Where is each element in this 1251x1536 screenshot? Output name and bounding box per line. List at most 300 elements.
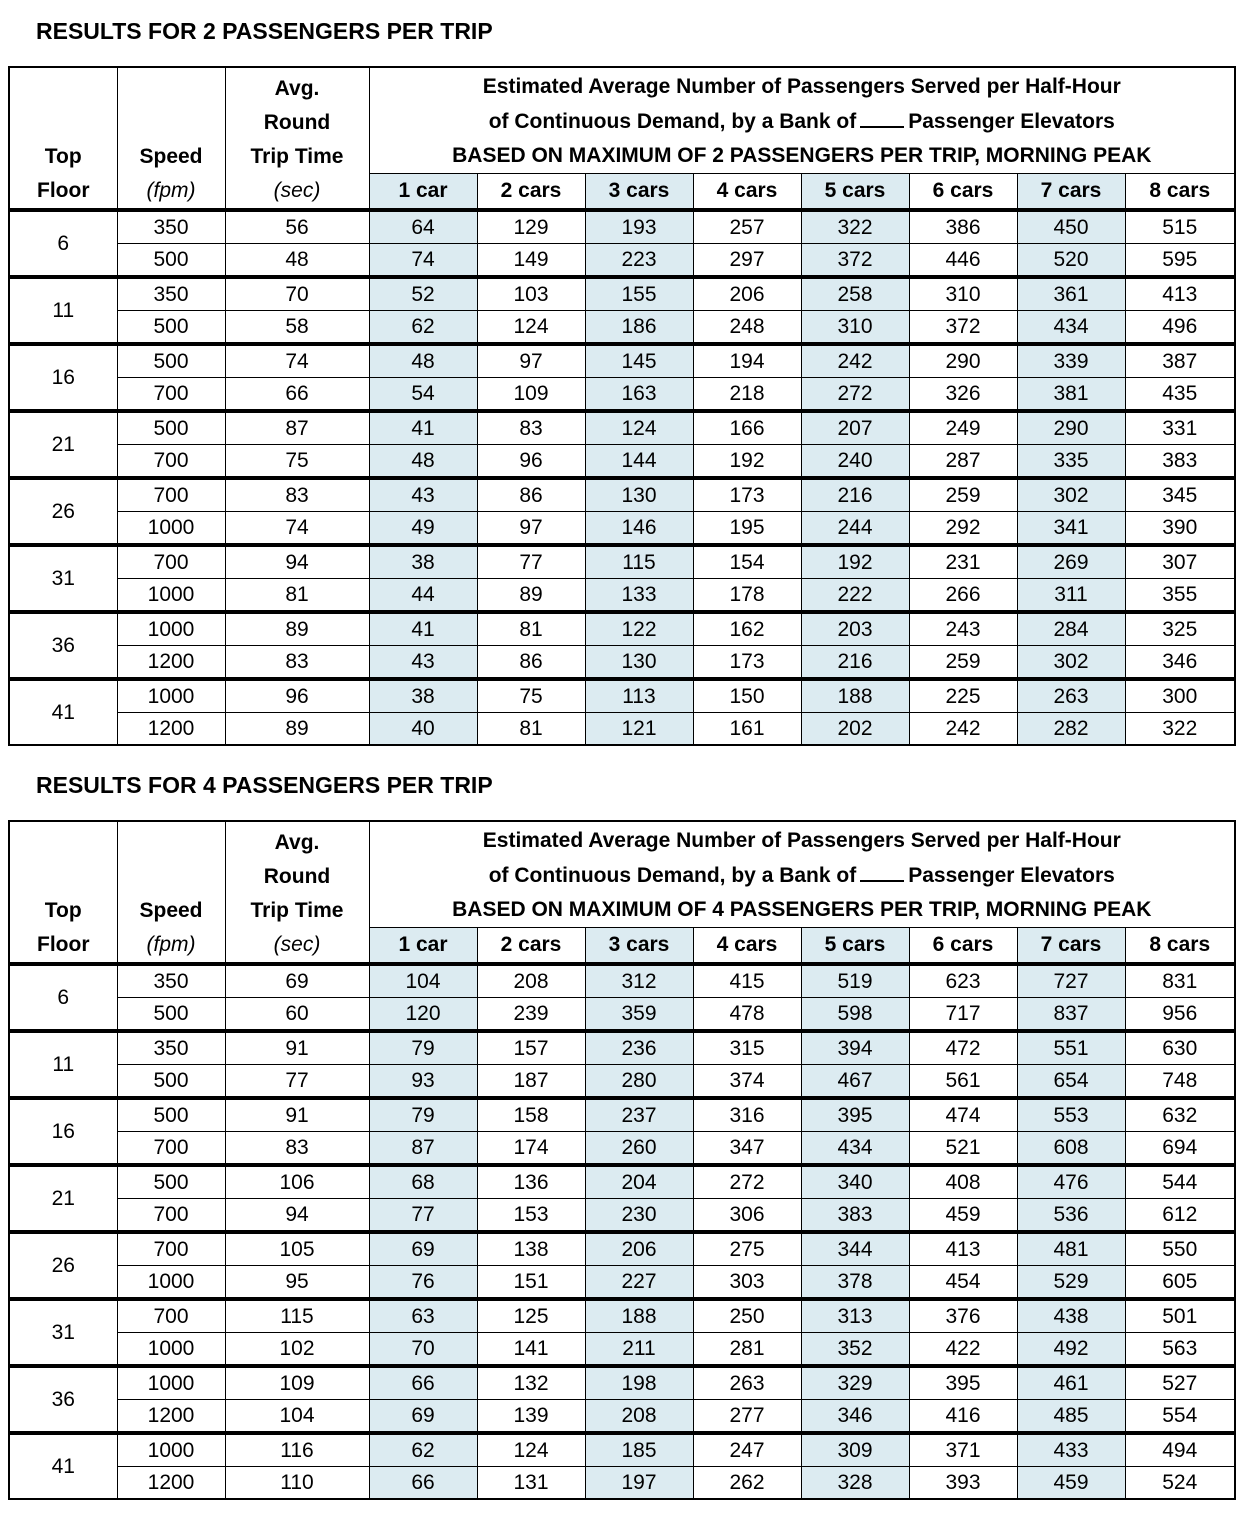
fill-in-blank	[860, 104, 904, 128]
passengers-cell: 178	[693, 579, 801, 613]
passengers-cell: 97	[477, 344, 585, 378]
passengers-cell: 550	[1125, 1232, 1235, 1266]
passengers-cell: 48	[369, 344, 477, 378]
round-trip-cell: 69	[225, 964, 369, 998]
passengers-cell: 130	[585, 646, 693, 680]
header-top-floor	[9, 67, 117, 210]
passengers-cell: 77	[477, 545, 585, 579]
passengers-cell: 433	[1017, 1433, 1125, 1467]
passengers-cell: 249	[909, 411, 1017, 445]
speed-cell: 700	[117, 478, 225, 512]
table-row	[9, 244, 1235, 278]
passengers-cell: 346	[1125, 646, 1235, 680]
header-estimated-passengers	[369, 821, 1235, 928]
passengers-cell: 346	[801, 1400, 909, 1434]
passengers-cell: 563	[1125, 1333, 1235, 1367]
header-round-trip-line: Round	[263, 111, 331, 134]
passengers-cell: 43	[369, 478, 477, 512]
passengers-cell: 438	[1017, 1299, 1125, 1333]
passengers-cell: 43	[369, 646, 477, 680]
passengers-cell: 63	[369, 1299, 477, 1333]
passengers-cell: 632	[1125, 1098, 1235, 1132]
header-main-line-2	[370, 104, 1235, 139]
passengers-cell: 149	[477, 244, 585, 278]
passengers-cell: 141	[477, 1333, 585, 1367]
passengers-cell: 197	[585, 1467, 693, 1500]
passengers-cell: 306	[693, 1199, 801, 1233]
passengers-cell: 322	[801, 210, 909, 244]
passengers-cell: 307	[1125, 545, 1235, 579]
header-car-count: 3 cars	[585, 174, 693, 211]
speed-cell: 1000	[117, 1366, 225, 1400]
passengers-cell: 478	[693, 998, 801, 1032]
passengers-cell: 263	[693, 1366, 801, 1400]
round-trip-cell: 83	[225, 1132, 369, 1166]
passengers-cell: 529	[1017, 1266, 1125, 1300]
table-row	[9, 1031, 1235, 1065]
speed-cell: 1000	[117, 612, 225, 646]
passengers-cell: 524	[1125, 1467, 1235, 1500]
table-row	[9, 344, 1235, 378]
passengers-cell: 494	[1125, 1433, 1235, 1467]
passengers-cell: 77	[369, 1199, 477, 1233]
passengers-cell: 185	[585, 1433, 693, 1467]
table-row	[9, 679, 1235, 713]
table-row	[9, 512, 1235, 546]
table-row	[9, 478, 1235, 512]
section-title-2-passengers: RESULTS FOR 2 PASSENGERS PER TRIP	[36, 18, 493, 44]
header-car-count: 6 cars	[909, 928, 1017, 965]
passengers-cell: 376	[909, 1299, 1017, 1333]
passengers-cell: 316	[693, 1098, 801, 1132]
round-trip-cell: 104	[225, 1400, 369, 1434]
passengers-cell: 79	[369, 1031, 477, 1065]
passengers-cell: 41	[369, 411, 477, 445]
passengers-cell: 310	[801, 311, 909, 345]
passengers-cell: 207	[801, 411, 909, 445]
passengers-cell: 236	[585, 1031, 693, 1065]
speed-cell: 1000	[117, 679, 225, 713]
passengers-cell: 248	[693, 311, 801, 345]
fill-in-blank	[860, 858, 904, 882]
passengers-cell: 124	[477, 311, 585, 345]
passengers-cell: 612	[1125, 1199, 1235, 1233]
passengers-cell: 450	[1017, 210, 1125, 244]
passengers-cell: 492	[1017, 1333, 1125, 1367]
passengers-cell: 837	[1017, 998, 1125, 1032]
passengers-cell: 218	[693, 378, 801, 412]
passengers-cell: 216	[801, 478, 909, 512]
passengers-cell: 413	[1125, 277, 1235, 311]
results-table-2-passengers	[8, 66, 1236, 746]
passengers-cell: 121	[585, 713, 693, 746]
passengers-cell: 630	[1125, 1031, 1235, 1065]
passengers-cell: 216	[801, 646, 909, 680]
passengers-cell: 394	[801, 1031, 909, 1065]
passengers-cell: 259	[909, 646, 1017, 680]
passengers-cell: 103	[477, 277, 585, 311]
speed-cell: 1000	[117, 1333, 225, 1367]
round-trip-cell: 106	[225, 1165, 369, 1199]
passengers-cell: 161	[693, 713, 801, 746]
header-car-count: 7 cars	[1017, 174, 1125, 211]
table-row	[9, 646, 1235, 680]
passengers-cell: 595	[1125, 244, 1235, 278]
top-floor-cell: 16	[9, 1098, 117, 1165]
passengers-cell: 496	[1125, 311, 1235, 345]
top-floor-cell: 6	[9, 964, 117, 1031]
header-round-trip-time	[225, 821, 369, 964]
table-row	[9, 1299, 1235, 1333]
top-floor-cell: 21	[9, 1165, 117, 1232]
header-car-count: 1 car	[369, 928, 477, 965]
passengers-cell: 166	[693, 411, 801, 445]
passengers-cell: 359	[585, 998, 693, 1032]
passengers-cell: 225	[909, 679, 1017, 713]
passengers-cell: 68	[369, 1165, 477, 1199]
table-row	[9, 1467, 1235, 1500]
table-row	[9, 964, 1235, 998]
passengers-cell: 434	[801, 1132, 909, 1166]
passengers-cell: 281	[693, 1333, 801, 1367]
passengers-cell: 461	[1017, 1366, 1125, 1400]
round-trip-cell: 96	[225, 679, 369, 713]
passengers-cell: 280	[585, 1065, 693, 1099]
passengers-cell: 422	[909, 1333, 1017, 1367]
passengers-cell: 158	[477, 1098, 585, 1132]
header-car-count: 1 car	[369, 174, 477, 211]
table-row	[9, 445, 1235, 479]
round-trip-cell: 83	[225, 646, 369, 680]
passengers-cell: 153	[477, 1199, 585, 1233]
passengers-cell: 150	[693, 679, 801, 713]
table-row	[9, 998, 1235, 1032]
header-car-count: 8 cars	[1125, 174, 1235, 211]
passengers-cell: 383	[1125, 445, 1235, 479]
passengers-cell: 551	[1017, 1031, 1125, 1065]
passengers-cell: 339	[1017, 344, 1125, 378]
passengers-cell: 66	[369, 1467, 477, 1500]
passengers-cell: 130	[585, 478, 693, 512]
header-car-count: 8 cars	[1125, 928, 1235, 965]
header-car-count: 5 cars	[801, 928, 909, 965]
speed-cell: 500	[117, 1098, 225, 1132]
passengers-cell: 372	[801, 244, 909, 278]
passengers-cell: 89	[477, 579, 585, 613]
round-trip-cell: 91	[225, 1098, 369, 1132]
passengers-cell: 133	[585, 579, 693, 613]
speed-cell: 350	[117, 277, 225, 311]
passengers-cell: 434	[1017, 311, 1125, 345]
passengers-cell: 75	[477, 679, 585, 713]
table-row	[9, 545, 1235, 579]
round-trip-cell: 70	[225, 277, 369, 311]
passengers-cell: 257	[693, 210, 801, 244]
passengers-cell: 347	[693, 1132, 801, 1166]
passengers-cell: 303	[693, 1266, 801, 1300]
header-speed-label: Speed	[139, 899, 203, 922]
passengers-cell: 290	[1017, 411, 1125, 445]
passengers-cell: 52	[369, 277, 477, 311]
header-car-count: 2 cars	[477, 928, 585, 965]
passengers-cell: 76	[369, 1266, 477, 1300]
passengers-cell: 120	[369, 998, 477, 1032]
speed-cell: 1200	[117, 713, 225, 746]
passengers-cell: 49	[369, 512, 477, 546]
passengers-cell: 520	[1017, 244, 1125, 278]
speed-cell: 500	[117, 311, 225, 345]
round-trip-cell: 60	[225, 998, 369, 1032]
passengers-cell: 476	[1017, 1165, 1125, 1199]
passengers-cell: 335	[1017, 445, 1125, 479]
speed-cell: 700	[117, 1132, 225, 1166]
passengers-cell: 69	[369, 1400, 477, 1434]
passengers-cell: 41	[369, 612, 477, 646]
passengers-cell: 124	[477, 1433, 585, 1467]
round-trip-cell: 115	[225, 1299, 369, 1333]
passengers-cell: 956	[1125, 998, 1235, 1032]
passengers-cell: 472	[909, 1031, 1017, 1065]
speed-cell: 700	[117, 1299, 225, 1333]
passengers-cell: 302	[1017, 478, 1125, 512]
passengers-cell: 69	[369, 1232, 477, 1266]
passengers-cell: 79	[369, 1098, 477, 1132]
top-floor-cell: 21	[9, 411, 117, 478]
passengers-cell: 124	[585, 411, 693, 445]
round-trip-cell: 94	[225, 545, 369, 579]
round-trip-cell: 95	[225, 1266, 369, 1300]
passengers-cell: 383	[801, 1199, 909, 1233]
round-trip-cell: 77	[225, 1065, 369, 1099]
passengers-cell: 277	[693, 1400, 801, 1434]
passengers-cell: 328	[801, 1467, 909, 1500]
round-trip-cell: 116	[225, 1433, 369, 1467]
table-row	[9, 1199, 1235, 1233]
passengers-cell: 154	[693, 545, 801, 579]
passengers-cell: 386	[909, 210, 1017, 244]
passengers-cell: 374	[693, 1065, 801, 1099]
round-trip-cell: 83	[225, 478, 369, 512]
round-trip-cell: 89	[225, 713, 369, 746]
passengers-cell: 131	[477, 1467, 585, 1500]
table-row	[9, 411, 1235, 445]
passengers-cell: 329	[801, 1366, 909, 1400]
passengers-cell: 263	[1017, 679, 1125, 713]
passengers-cell: 81	[477, 612, 585, 646]
passengers-cell: 325	[1125, 612, 1235, 646]
passengers-cell: 748	[1125, 1065, 1235, 1099]
round-trip-cell: 87	[225, 411, 369, 445]
passengers-cell: 194	[693, 344, 801, 378]
passengers-cell: 608	[1017, 1132, 1125, 1166]
passengers-cell: 136	[477, 1165, 585, 1199]
passengers-cell: 260	[585, 1132, 693, 1166]
header-top-floor-line: Floor	[37, 179, 90, 202]
passengers-cell: 435	[1125, 378, 1235, 412]
table-row	[9, 210, 1235, 244]
passengers-cell: 204	[585, 1165, 693, 1199]
passengers-cell: 145	[585, 344, 693, 378]
passengers-cell: 266	[909, 579, 1017, 613]
header-round-trip-line: Trip Time	[250, 145, 344, 168]
passengers-cell: 239	[477, 998, 585, 1032]
passengers-cell: 155	[585, 277, 693, 311]
passengers-cell: 138	[477, 1232, 585, 1266]
passengers-cell: 208	[585, 1400, 693, 1434]
speed-cell: 700	[117, 445, 225, 479]
passengers-cell: 521	[909, 1132, 1017, 1166]
passengers-cell: 372	[909, 311, 1017, 345]
header-main-line-3: BASED ON MAXIMUM OF 4 PASSENGERS PER TRIP, MORNING PEAK	[452, 898, 1152, 921]
passengers-cell: 355	[1125, 579, 1235, 613]
passengers-cell: 54	[369, 378, 477, 412]
table-row	[9, 1266, 1235, 1300]
passengers-cell: 322	[1125, 713, 1235, 746]
passengers-cell: 313	[801, 1299, 909, 1333]
passengers-cell: 284	[1017, 612, 1125, 646]
round-trip-cell: 94	[225, 1199, 369, 1233]
passengers-cell: 302	[1017, 646, 1125, 680]
speed-cell: 700	[117, 1232, 225, 1266]
passengers-cell: 211	[585, 1333, 693, 1367]
table-row	[9, 311, 1235, 345]
passengers-cell: 395	[801, 1098, 909, 1132]
passengers-cell: 206	[693, 277, 801, 311]
table-row	[9, 1333, 1235, 1367]
passengers-cell: 243	[909, 612, 1017, 646]
header-round-trip-unit: (sec)	[273, 179, 321, 202]
passengers-cell: 598	[801, 998, 909, 1032]
passengers-cell: 109	[477, 378, 585, 412]
speed-cell: 700	[117, 378, 225, 412]
passengers-cell: 481	[1017, 1232, 1125, 1266]
passengers-cell: 561	[909, 1065, 1017, 1099]
speed-cell: 1200	[117, 1400, 225, 1434]
speed-cell: 500	[117, 1065, 225, 1099]
passengers-cell: 93	[369, 1065, 477, 1099]
passengers-cell: 163	[585, 378, 693, 412]
passengers-cell: 408	[909, 1165, 1017, 1199]
header-speed	[117, 67, 225, 210]
passengers-cell: 553	[1017, 1098, 1125, 1132]
header-car-count: 7 cars	[1017, 928, 1125, 965]
passengers-cell: 297	[693, 244, 801, 278]
passengers-cell: 186	[585, 311, 693, 345]
passengers-cell: 174	[477, 1132, 585, 1166]
passengers-cell: 544	[1125, 1165, 1235, 1199]
passengers-cell: 413	[909, 1232, 1017, 1266]
round-trip-cell: 110	[225, 1467, 369, 1500]
results-table-4-passengers	[8, 820, 1236, 1500]
passengers-cell: 247	[693, 1433, 801, 1467]
top-floor-cell: 36	[9, 612, 117, 679]
passengers-cell: 66	[369, 1366, 477, 1400]
passengers-cell: 188	[801, 679, 909, 713]
passengers-cell: 361	[1017, 277, 1125, 311]
passengers-cell: 242	[909, 713, 1017, 746]
passengers-cell: 38	[369, 679, 477, 713]
passengers-cell: 64	[369, 210, 477, 244]
passengers-cell: 227	[585, 1266, 693, 1300]
passengers-cell: 222	[801, 579, 909, 613]
round-trip-cell: 56	[225, 210, 369, 244]
header-car-count: 3 cars	[585, 928, 693, 965]
table-row	[9, 1132, 1235, 1166]
passengers-cell: 831	[1125, 964, 1235, 998]
passengers-cell: 83	[477, 411, 585, 445]
passengers-cell: 395	[909, 1366, 1017, 1400]
passengers-cell: 104	[369, 964, 477, 998]
passengers-cell: 387	[1125, 344, 1235, 378]
passengers-cell: 605	[1125, 1266, 1235, 1300]
passengers-cell: 654	[1017, 1065, 1125, 1099]
passengers-cell: 125	[477, 1299, 585, 1333]
header-round-trip-unit: (sec)	[273, 933, 321, 956]
header-main-line-2b: Passenger Elevators	[908, 864, 1115, 887]
passengers-cell: 122	[585, 612, 693, 646]
passengers-cell: 151	[477, 1266, 585, 1300]
passengers-cell: 527	[1125, 1366, 1235, 1400]
passengers-cell: 262	[693, 1467, 801, 1500]
round-trip-cell: 75	[225, 445, 369, 479]
speed-cell: 700	[117, 1199, 225, 1233]
header-main-line-2	[370, 858, 1235, 893]
passengers-cell: 352	[801, 1333, 909, 1367]
passengers-cell: 694	[1125, 1132, 1235, 1166]
speed-cell: 1000	[117, 579, 225, 613]
table-row	[9, 1400, 1235, 1434]
passengers-cell: 193	[585, 210, 693, 244]
passengers-cell: 275	[693, 1232, 801, 1266]
passengers-cell: 340	[801, 1165, 909, 1199]
header-speed-label: Speed	[139, 145, 203, 168]
passengers-cell: 115	[585, 545, 693, 579]
passengers-cell: 485	[1017, 1400, 1125, 1434]
table-row	[9, 1433, 1235, 1467]
header-top-floor-line: Top	[44, 899, 82, 922]
passengers-cell: 240	[801, 445, 909, 479]
passengers-cell: 341	[1017, 512, 1125, 546]
passengers-cell: 292	[909, 512, 1017, 546]
passengers-cell: 113	[585, 679, 693, 713]
top-floor-cell: 36	[9, 1366, 117, 1433]
passengers-cell: 393	[909, 1467, 1017, 1500]
passengers-cell: 717	[909, 998, 1017, 1032]
passengers-cell: 310	[909, 277, 1017, 311]
passengers-cell: 188	[585, 1299, 693, 1333]
passengers-cell: 192	[801, 545, 909, 579]
top-floor-cell: 41	[9, 679, 117, 745]
table-row	[9, 277, 1235, 311]
passengers-cell: 282	[1017, 713, 1125, 746]
header-main-line-2a: of Continuous Demand, by a Bank of	[488, 864, 857, 887]
round-trip-cell: 48	[225, 244, 369, 278]
table-row	[9, 612, 1235, 646]
passengers-cell: 459	[1017, 1467, 1125, 1500]
passengers-cell: 139	[477, 1400, 585, 1434]
table-row	[9, 579, 1235, 613]
passengers-cell: 202	[801, 713, 909, 746]
passengers-cell: 300	[1125, 679, 1235, 713]
header-top-floor	[9, 821, 117, 964]
passengers-cell: 331	[1125, 411, 1235, 445]
header-round-trip-line: Avg.	[274, 831, 320, 854]
passengers-cell: 290	[909, 344, 1017, 378]
passengers-cell: 250	[693, 1299, 801, 1333]
header-round-trip-time	[225, 67, 369, 210]
header-car-count: 4 cars	[693, 928, 801, 965]
passengers-cell: 198	[585, 1366, 693, 1400]
